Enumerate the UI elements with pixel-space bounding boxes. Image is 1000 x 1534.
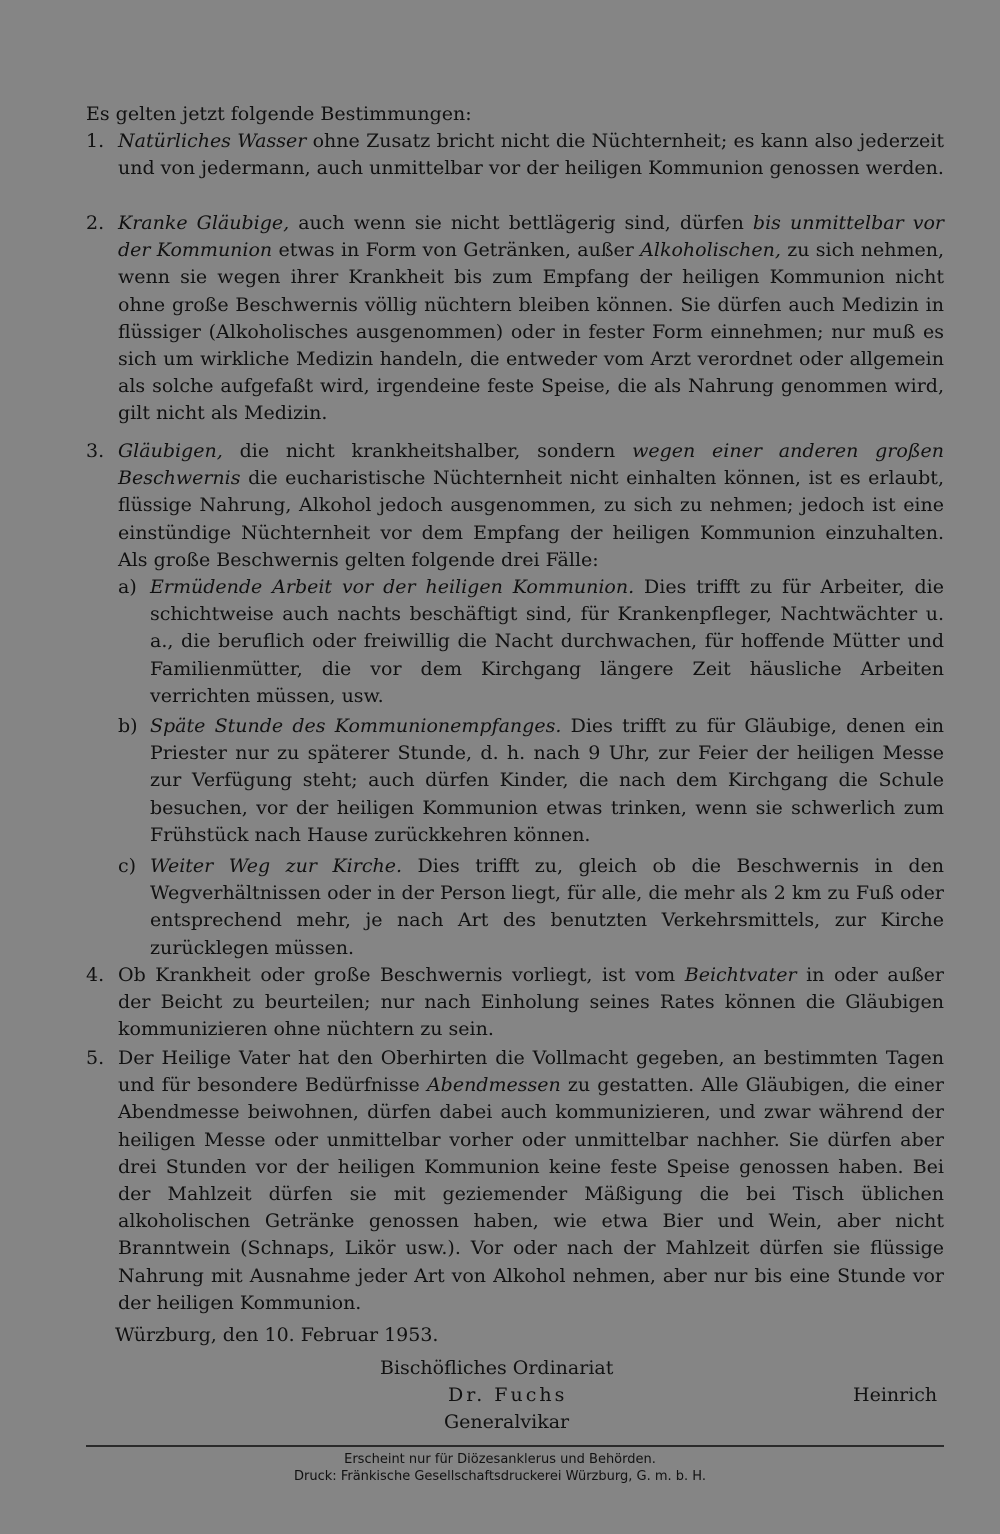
intro-line: Es gelten jetzt folgende Bestimmungen: — [86, 103, 472, 125]
item-text: zu sich nehmen, wenn sie wegen ihrer Krankheit bis zum Empfang der heiligen Kommunion nicht ohne große Beschwernis völlig nüchtern bleiben können. Sie dürfen auch Medizin in flüssiger (Alkoholisches ausgenommen) oder in fester Form einnehmen; nur muß es sich um wirkliche Medizin handeln, die entweder vom Arzt verordnet oder allgemein als solche aufgefaßt wird, irgendeine feste Speise, die als Nahrung genommen wird, gilt nicht als Medizin. — [118, 239, 944, 425]
case-body — [150, 853, 944, 962]
item-emphasis: Beichtvater — [684, 964, 797, 986]
case-letter: a) — [118, 576, 137, 598]
item-text: zu gestatten. Alle Gläubigen, die einer Abendmesse beiwohnen, dürfen dabei auch kommunizieren, und zwar während der heiligen Messe oder unmittelbar vorher oder unmittelbar nachher. Sie dürfen aber drei Stunden vor der heiligen Kommunion keine feste Speise genossen haben. Bei der Mahlzeit dürfen sie mit geziemender Mäßigung die bei Tisch üblichen alkoholischen Getränke genossen haben, wie etwa Bier und Wein, aber nicht Branntwein (Schnaps, Likör usw.). Vor oder nach der Mahlzeit dürfen sie flüssige Nahrung mit Ausnahme jeder Art von Alkohol nehmen, aber nur bis eine Stunde vor der heiligen Kommunion. — [118, 1074, 944, 1314]
item-emphasis: Gläubigen, — [118, 440, 223, 462]
case-text: Dies trifft zu für Gläubige, denen ein Priester nur zu späterer Stunde, d. h. nach 9 Uhr, zur Feier der heiligen Messe zur Verfügung steht; auch dürfen Kinder, die nach dem Kirchgang die Schule besuchen, vor der heiligen Kommunion etwas trinken, wenn sie schwerlich zum Frühstück nach Hause zurückkehren können. — [150, 715, 945, 846]
case-letter: b) — [118, 715, 138, 737]
provision-item-2 — [86, 210, 944, 428]
footer-distribution-note: Erscheint nur für Diözesanklerus und Behörden. — [344, 1452, 656, 1467]
item-text: etwas in Form von Getränken, außer — [272, 239, 641, 262]
item-body — [118, 438, 944, 574]
date-line: Würzburg, den 10. Februar 1953. — [115, 1324, 439, 1346]
case-item-b — [118, 713, 944, 849]
provision-item-5 — [86, 1045, 944, 1317]
provision-item-1 — [86, 128, 944, 182]
item-number: 1. — [86, 130, 105, 152]
footer-divider — [86, 1445, 944, 1447]
signature-title: Generalvikar — [444, 1411, 570, 1433]
case-text: Dies trifft zu, gleich ob die Beschwernis in den Wegverhältnissen oder in der Person liegt, für alle, die mehr als 2 km zu Fuß oder entsprechend mehr, je nach Art des benutzten Verkehrsmittels, zur Kirche zurücklegen müssen. — [150, 855, 944, 959]
item-body — [118, 128, 944, 182]
item-body — [118, 210, 944, 428]
item-body — [118, 1045, 944, 1317]
item-emphasis: Natürliches Wasser — [118, 130, 307, 152]
item-emphasis: bis unmittelbar vor der Kommunion — [118, 212, 944, 262]
item-number: 5. — [86, 1047, 105, 1069]
item-body — [118, 962, 944, 1044]
case-heading: Ermüdende Arbeit vor der heiligen Kommunion. — [150, 576, 635, 598]
item-emphasis: wegen einer anderen großen Beschwernis — [118, 440, 945, 490]
item-number: 3. — [86, 440, 105, 462]
item-text: die eucharistische Nüchternheit nicht einhalten können, ist es erlaubt, flüssige Nahrung, Alkohol jedoch ausgenommen, zu sich zu nehmen; jedoch ist eine einstündige Nüchternheit vor dem Empfang der heiligen Kommunion einzuhalten. Als große Beschwernis gelten folgende drei Fälle: — [118, 467, 944, 571]
item-text: Der Heilige Vater hat den Oberhirten die Vollmacht gegeben, an bestimmten Tagen und für besondere Bedürfnisse — [118, 1047, 944, 1097]
footer-printer-note: Druck: Fränkische Gesellschaftsdruckerei Würzburg, G. m. b. H. — [294, 1469, 706, 1484]
item-emphasis: Kranke Gläubige, — [118, 212, 290, 234]
case-heading: Weiter Weg zur Kirche. — [150, 855, 402, 877]
signature-bishop: Heinrich — [853, 1384, 938, 1406]
case-letter: c) — [118, 855, 137, 877]
signature-office: Bischöfliches Ordinariat — [380, 1357, 614, 1379]
item-number: 4. — [86, 964, 105, 986]
item-emphasis: Alkoholischen, — [640, 239, 781, 262]
item-emphasis: Abendmessen — [426, 1074, 561, 1097]
item-text: in oder außer der Beicht zu beurteilen; nur nach Einholung seines Rates können die Gläubigen kommunizieren ohne nüchtern zu sein. — [118, 964, 944, 1041]
case-heading: Späte Stunde des Kommunionempfanges. — [150, 715, 562, 737]
case-body — [150, 713, 944, 849]
item-text: auch wenn sie nicht bettlägerig sind, dürfen — [289, 212, 753, 234]
case-item-a — [118, 574, 944, 710]
item-number: 2. — [86, 212, 105, 234]
item-text: Ob Krankheit oder große Beschwernis vorliegt, ist vom — [118, 964, 685, 986]
item-text: die nicht krankheitshalber, sondern — [222, 440, 633, 462]
case-item-c — [118, 853, 944, 962]
item-text: ohne Zusatz bricht nicht die Nüchternheit; es kann also jederzeit und von jedermann, auch unmittelbar vor der heiligen Kommunion genossen werden. — [118, 130, 944, 180]
provision-item-3 — [86, 438, 944, 574]
provision-item-4 — [86, 962, 944, 1044]
signature-name: Dr. Fuchs — [448, 1384, 568, 1406]
case-text: Dies trifft zu für Arbeiter, die schichtweise auch nachts beschäftigt sind, für Krankenpfleger, Nachtwächter u. a., die beruflich oder freiwillig die Nacht durchwachen, für hoffende Mütter und Familienmütter, die vor dem Kirchgang längere Zeit häusliche Arbeiten verrichten müssen, usw. — [150, 576, 944, 707]
case-body — [150, 574, 944, 710]
